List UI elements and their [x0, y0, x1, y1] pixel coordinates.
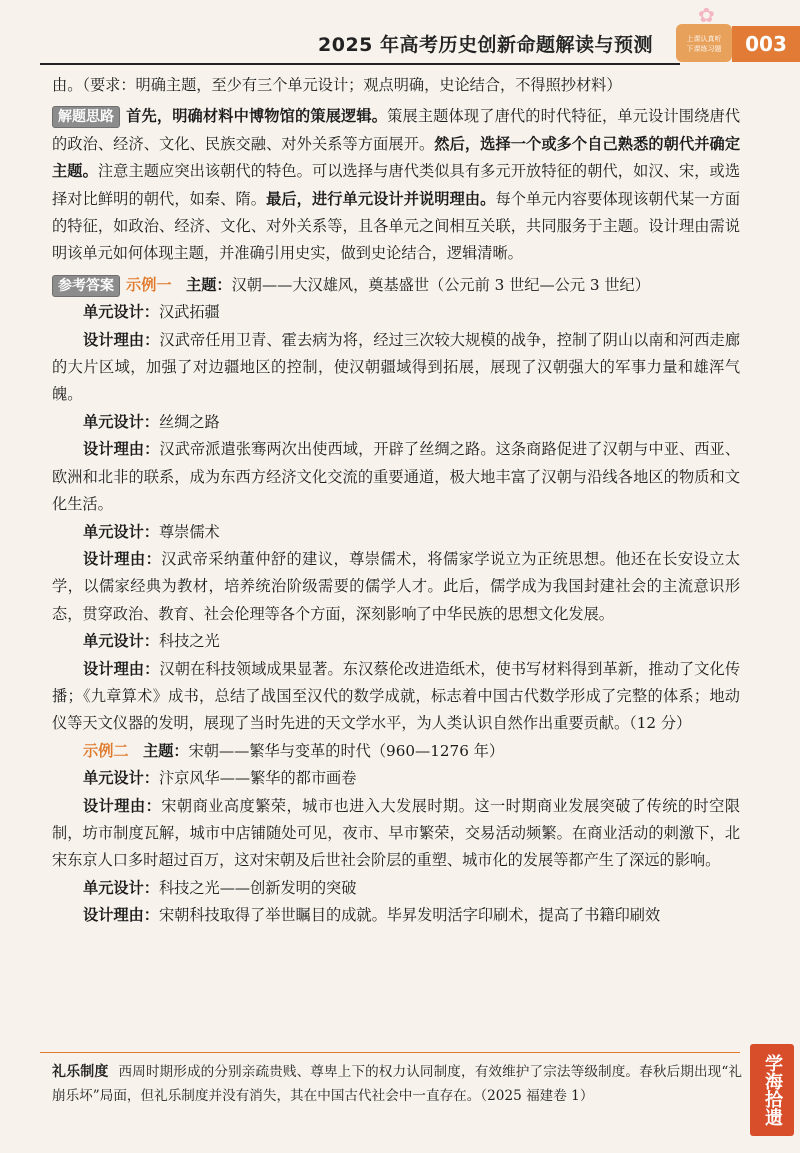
- reason-label: 设计理由：: [83, 659, 160, 678]
- unit-title: [52, 409, 740, 436]
- unit-name: 科技之光——创新发明的突破: [158, 878, 357, 897]
- footer-note: [52, 1060, 742, 1108]
- reason-text: 宋朝商业高度繁荣，城市也进入大发展时期。这一时期商业发展突破了传统的时空限制，坊市制度瓦解，城市中店铺随处可见，夜市、早市繁荣，交易活动频繁。在商业活动的刺激下，北宋东京人口多时超过百万，这对宋朝及后世社会阶层的重塑、城市化的发展等都产生了深远的影响。: [52, 796, 741, 870]
- main-content: [52, 72, 740, 930]
- book-title: 2025 年高考历史创新命题解读与预测: [318, 34, 653, 56]
- unit-name: 汉武拓疆: [158, 303, 220, 322]
- example1-theme-label: 主题：: [186, 275, 232, 294]
- thinking-step1-heading: 首先，明确材料中博物馆的策展逻辑。: [126, 107, 388, 126]
- example2-theme: 宋朝——繁华与变革的时代（960—1276 年）: [188, 741, 505, 760]
- reason-label: 设计理由：: [83, 330, 160, 349]
- unit-reason: [52, 436, 740, 518]
- reason-label: 设计理由：: [83, 440, 160, 459]
- intro-paragraph: 由。（要求：明确主题，至少有三个单元设计；观点明确，史论结合，不得照抄材料）: [52, 76, 622, 94]
- unit-reason: [52, 656, 740, 738]
- unit-reason: [52, 793, 740, 875]
- footer-divider: [40, 1052, 740, 1053]
- logo-text-line1: 上课认真听: [686, 35, 722, 43]
- unit-title: [52, 519, 740, 546]
- reason-text: 汉武帝派遣张骞两次出使西域，开辟了丝绸之路。这条商路促进了汉朝与中亚、西亚、欧洲和北非的联系，成为东西方经济文化交流的重要通道，极大地丰富了汉朝与沿线各地区的物质和文化生活。: [52, 440, 740, 514]
- unit-reason: [52, 546, 740, 628]
- unit-reason: [52, 902, 740, 929]
- unit-name: 丝绸之路: [158, 412, 220, 431]
- thinking-step2-text: 注意主题应突出该朝代的特色。可以选择与唐代类似具有多元开放特征的朝代，如汉、宋，或选择对比鲜明的朝代，如秦、隋。: [52, 162, 741, 208]
- example2-theme-label: 主题：: [143, 741, 189, 760]
- reason-label: 设计理由：: [83, 796, 162, 815]
- thinking-step1-text: 策展主题体现了唐代的时代特征，单元设计围绕唐代的政治、经济、文化、民族交融、对外关系等方面展开。: [52, 107, 741, 153]
- side-tab-label: 学海拾遗: [750, 1044, 794, 1136]
- thinking-tag: 解题思路: [52, 106, 120, 128]
- unit-name: 汴京风华——繁华的都市画卷: [158, 769, 357, 788]
- thinking-step3-heading: 最后，进行单元设计并说明理由。: [266, 189, 496, 208]
- unit-name: 尊崇儒术: [158, 522, 220, 541]
- unit-reason: [52, 327, 740, 409]
- page-header: [0, 0, 800, 70]
- example1-heading: [52, 272, 740, 299]
- reason-text: 汉武帝采纳董仲舒的建议，尊崇儒术，将儒家学说立为正统思想。他还在长安设立太学，以儒家经典为教材，培养统治阶级需要的儒学人才。此后，儒学成为我国封建社会的主流意识形态，贯穿政治、教育、社会伦理等各个方面，深刻影响了中华民族的思想文化发展。: [52, 549, 741, 623]
- unit-title: [52, 299, 740, 326]
- unit-label: 单元设计：: [83, 632, 159, 651]
- thinking-step3-text: 每个单元内容要体现该朝代某一方面的特征，如政治、经济、文化、对外关系等，且各单元之间相互关联，共同服务于主题。设计理由需说明该单元如何体现主题，并准确引用史实，做到史论结合，逻辑清晰。: [52, 189, 741, 263]
- unit-label: 单元设计：: [83, 878, 159, 897]
- unit-title: [52, 765, 740, 792]
- logo-text-line2: 下课练习题: [686, 45, 722, 53]
- unit-label: 单元设计：: [83, 412, 159, 431]
- unit-title: [52, 875, 740, 902]
- page-number: 003: [732, 26, 800, 62]
- unit-name: 科技之光: [158, 632, 220, 651]
- reason-text: 宋朝科技取得了举世瞩目的成就。毕昇发明活字印刷术，提高了书籍印刷效: [158, 906, 661, 925]
- answer-tag: 参考答案: [52, 275, 120, 297]
- thinking-paragraph: [52, 103, 740, 267]
- unit-label: 单元设计：: [83, 303, 159, 322]
- footer-term: 礼乐制度: [52, 1064, 109, 1080]
- unit-label: 单元设计：: [83, 769, 159, 788]
- reason-text: 汉朝在科技领域成果显著。东汉蔡伦改进造纸术，使书写材料得到革新，推动了文化传播；《九章算术》成书，总结了战国至汉代的数学成就，标志着中国古代数学形成了完整的体系；地动仪等天文仪器的发明，展现了当时先进的天文学水平，为人类认识自然作出重要贡献。（12 分）: [52, 659, 740, 733]
- header-divider: [40, 63, 680, 65]
- reason-text: 汉武帝任用卫青、霍去病为将，经过三次较大规模的战争，控制了阴山以南和河西走廊的大片区域，加强了对边疆地区的控制，使汉朝疆域得到拓展，展现了汉朝强大的军事力量和雄浑气魄。: [52, 330, 740, 404]
- example2-label: 示例二: [83, 741, 129, 760]
- example1-label: 示例一: [126, 275, 172, 294]
- cartoon-logo: [676, 3, 732, 62]
- example1-theme: 汉朝——大汉雄风，奠基盛世（公元前 3 世纪—公元 3 世纪）: [231, 275, 650, 294]
- flower-icon: ✿: [698, 3, 715, 27]
- unit-title: [52, 628, 740, 655]
- reason-label: 设计理由：: [83, 549, 162, 568]
- thinking-step2-heading: 然后，选择一个或多个自己熟悉的朝代并确定主题。: [52, 134, 741, 181]
- reason-label: 设计理由：: [83, 906, 159, 925]
- example2-heading: [52, 738, 740, 765]
- unit-label: 单元设计：: [83, 522, 159, 541]
- footer-text: 西周时期形成的分别亲疏贵贱、尊卑上下的权力认同制度，有效维护了宗法等级制度。春秋后期出现“礼崩乐坏”局面，但礼乐制度并没有消失，其在中国古代社会中一直存在。（2025 福建卷 1）: [52, 1064, 742, 1104]
